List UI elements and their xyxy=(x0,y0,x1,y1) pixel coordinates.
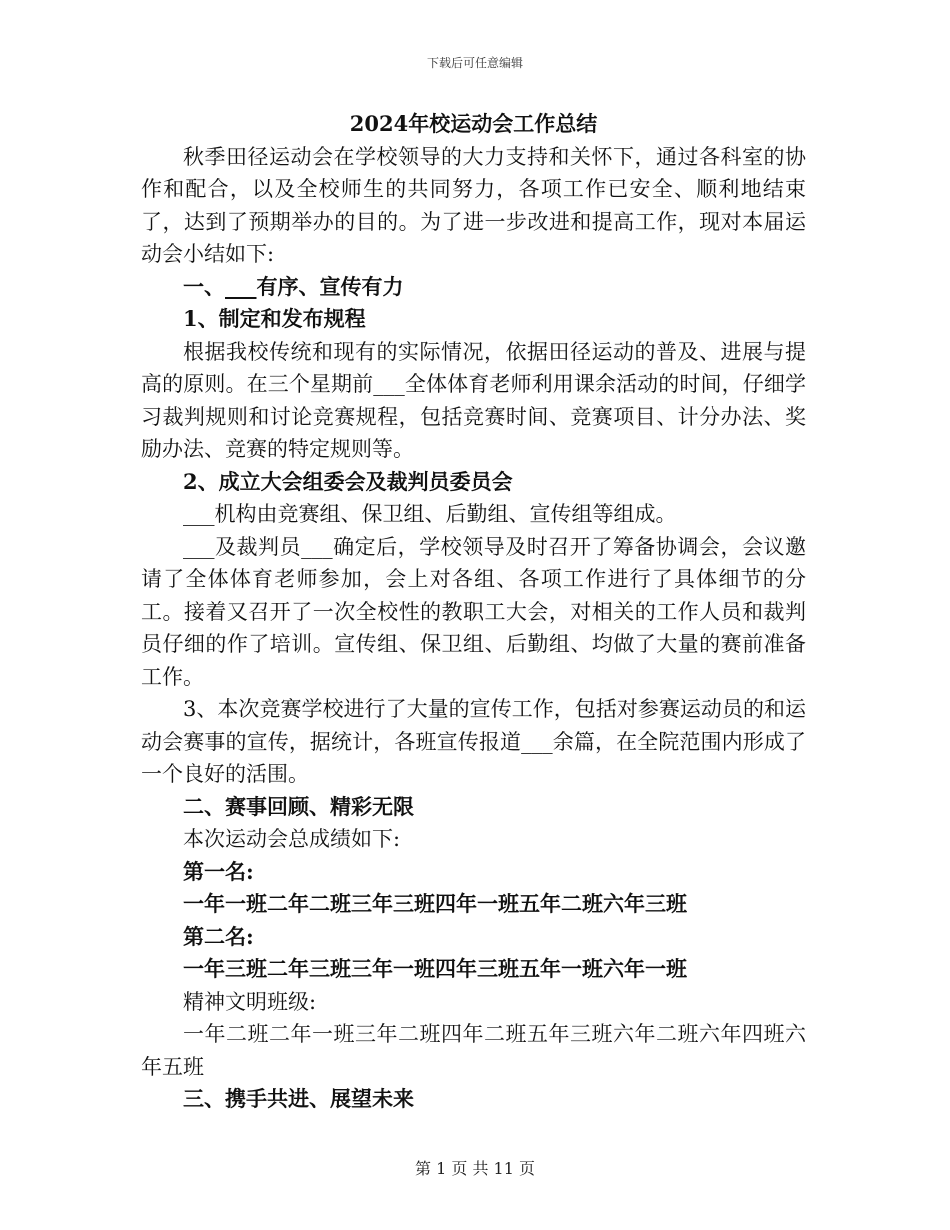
section-heading: 第一名: xyxy=(183,858,254,884)
document-body xyxy=(141,108,806,1116)
section-heading: 一年三班二年三班三年一班四年三班五年一班六年一班 xyxy=(183,956,687,981)
paragraph: 本次运动会总成绩如下: xyxy=(183,827,401,851)
paragraph: 根据我校传统和现有的实际情况，依据田径运动的普及、进展与提高的原则。在三个星期前___全体体育老师利用课余活动的时间，仔细学习裁判规则和讨论竞赛规程，包括竞赛时间、竞赛项目、计分办法、奖励办法、竞赛的特定规则等。 xyxy=(141,339,806,461)
page-number: 第 1 页 共 11 页 xyxy=(415,1159,535,1178)
section-heading: 1、制定和发布规程 xyxy=(183,306,366,331)
section-heading: 2、成立大会组委会及裁判员委员会 xyxy=(183,468,513,494)
header-note: 下载后可任意编辑 xyxy=(426,56,523,70)
section-heading: 二、赛事回顾、精彩无限 xyxy=(183,793,414,819)
section-heading: 第二名: xyxy=(183,923,254,949)
paragraph: ___及裁判员___确定后，学校领导及时召开了筹备协调会，会议邀请了全体体育老师参加，会上对各组、各项工作进行了具体细节的分工。接着又召开了一次全校性的教职工大会，对相关的工作人员和裁判员仔细的作了培训。宣传组、保卫组、后勤组、均做了大量的赛前准备工作。 xyxy=(141,534,806,689)
paragraph: 一年二班二年一班三年二班四年二班五年三班六年二班六年四班六年五班 xyxy=(141,1022,806,1079)
paragraph: ___机构由竞赛组、保卫组、后勤组、宣传组等组成。 xyxy=(183,502,677,526)
section-heading: 一年一班二年二班三年三班四年一班五年二班六年三班 xyxy=(183,891,687,916)
paragraph-list xyxy=(141,141,806,1116)
section-heading: 一、___有序、宣传有力 xyxy=(183,273,404,299)
section-heading: 三、携手共进、展望未来 xyxy=(183,1086,414,1111)
paragraph: 秋季田径运动会在学校领导的大力支持和关怀下，通过各科室的协作和配合，以及全校师生的共同努力，各项工作已安全、顺利地结束了，达到了预期举办的目的。为了进一步改进和提高工作，现对本届运动会小结如下: xyxy=(141,144,806,266)
paragraph: 精神文明班级: xyxy=(183,989,317,1014)
document-title: 2024年校运动会工作总结 xyxy=(349,111,598,136)
paragraph: 3、本次竞赛学校进行了大量的宣传工作，包括对参赛运动员的和运动会赛事的宣传，据统计，各班宣传报道___余篇，在全院范围内形成了一个良好的活围。 xyxy=(141,697,806,786)
